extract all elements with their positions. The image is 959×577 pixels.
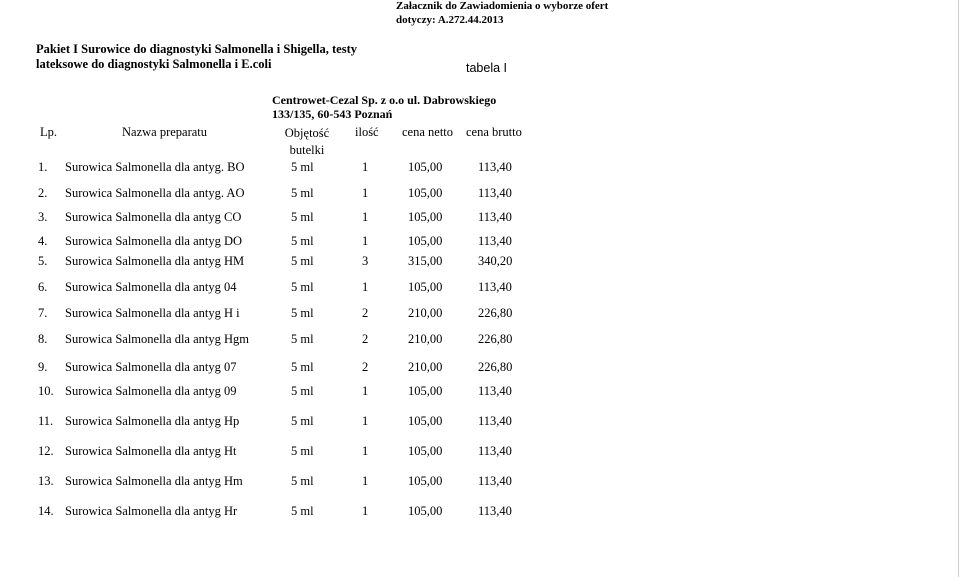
product-name: Surowica Salmonella dla antyg Ht [65,444,237,458]
quantity: 1 [362,384,369,398]
volume: 5 ml [291,414,314,428]
product-name: Surowica Salmonella dla antyg Hr [65,504,238,518]
volume: 5 ml [291,306,314,320]
net-price: 105,00 [408,474,443,488]
gross-price: 226,80 [478,332,513,346]
quantity: 2 [362,360,369,374]
volume: 5 ml [291,280,314,294]
product-name: Surowica Salmonella dla antyg HM [65,254,245,268]
net-price: 315,00 [408,254,443,268]
attachment-title: Załacznik do Zawiadomienia o wyborze ofert [396,0,609,12]
volume: 5 ml [291,254,314,268]
row-number: 7. [38,306,48,320]
gross-price: 113,40 [478,186,512,200]
row-number: 12. [38,444,54,458]
row-number: 8. [38,332,48,346]
quantity: 1 [362,504,369,518]
quantity: 1 [362,414,369,428]
net-price: 210,00 [408,332,443,346]
volume: 5 ml [291,360,314,374]
gross-price: 226,80 [478,360,513,374]
net-price: 105,00 [408,504,443,518]
quantity: 1 [362,444,369,458]
net-price: 105,00 [408,186,443,200]
gross-price: 113,40 [478,280,512,294]
net-price: 105,00 [408,160,443,174]
row-number: 3. [38,210,48,224]
header-lp: Lp. [40,125,58,139]
row-number: 9. [38,360,48,374]
product-name: Surowica Salmonella dla antyg CO [65,210,242,224]
quantity: 1 [362,210,369,224]
gross-price: 113,40 [478,504,512,518]
gross-price: 113,40 [478,414,512,428]
row-number: 11. [38,414,54,428]
table-label: tabela I [466,61,508,75]
row-number: 2. [38,186,48,200]
row-number: 10. [38,384,54,398]
gross-price: 226,80 [478,306,513,320]
product-name: Surowica Salmonella dla antyg 04 [65,280,237,294]
row-number: 14. [38,504,54,518]
quantity: 1 [362,234,369,248]
quantity: 1 [362,160,369,174]
product-name: Surowica Salmonella dla antyg 09 [65,384,237,398]
net-price: 210,00 [408,306,443,320]
row-number: 5. [38,254,48,268]
volume: 5 ml [291,384,314,398]
product-name: Surowica Salmonella dla antyg Hgm [65,332,249,346]
net-price: 105,00 [408,280,443,294]
supplier-name: Centrowet-Cezal Sp. z o.o ul. Dabrowskiego 133/135, 60-543 Poznań [272,93,497,121]
net-price: 105,00 [408,234,443,248]
volume: 5 ml [291,210,314,224]
product-name: Surowica Salmonella dla antyg Hm [65,474,243,488]
net-price: 105,00 [408,210,443,224]
gross-price: 113,40 [478,210,512,224]
product-name: Surowica Salmonella dla antyg DO [65,234,243,248]
quantity: 3 [362,254,369,268]
header-product-name: Nazwa preparatu [122,125,208,139]
header-gross-price: cena brutto [466,125,522,139]
gross-price: 113,40 [478,160,512,174]
quantity: 1 [362,186,369,200]
product-name: Surowica Salmonella dla antyg Hp [65,414,240,428]
net-price: 105,00 [408,444,443,458]
volume: 5 ml [291,444,314,458]
volume: 5 ml [291,474,314,488]
package-title: Pakiet I Surowice do diagnostyki Salmonella i Shigella, testy lateksowe do diagnostyki Salmonella i E.coli [36,42,357,71]
attachment-reference: dotyczy: A.272.44.2013 [396,14,504,26]
quantity: 1 [362,474,369,488]
quantity: 1 [362,280,369,294]
volume: 5 ml [291,160,314,174]
header-volume: Objętość butelki [284,126,330,157]
net-price: 105,00 [408,384,443,398]
gross-price: 113,40 [478,234,512,248]
gross-price: 113,40 [478,384,512,398]
row-number: 1. [38,160,48,174]
gross-price: 113,40 [478,474,512,488]
header-net-price: cena netto [402,125,454,139]
net-price: 210,00 [408,360,443,374]
product-name: Surowica Salmonella dla antyg H i [65,306,240,320]
net-price: 105,00 [408,414,443,428]
gross-price: 113,40 [478,444,512,458]
product-name: Surowica Salmonella dla antyg. AO [65,186,245,200]
volume: 5 ml [291,234,314,248]
volume: 5 ml [291,504,314,518]
quantity: 2 [362,332,369,346]
row-number: 6. [38,280,48,294]
volume: 5 ml [291,332,314,346]
product-name: Surowica Salmonella dla antyg 07 [65,360,237,374]
volume: 5 ml [291,186,314,200]
header-quantity: ilość [355,125,379,139]
product-name: Surowica Salmonella dla antyg. BO [65,160,245,174]
gross-price: 340,20 [478,254,513,268]
row-number: 13. [38,474,54,488]
quantity: 2 [362,306,369,320]
row-number: 4. [38,234,48,248]
